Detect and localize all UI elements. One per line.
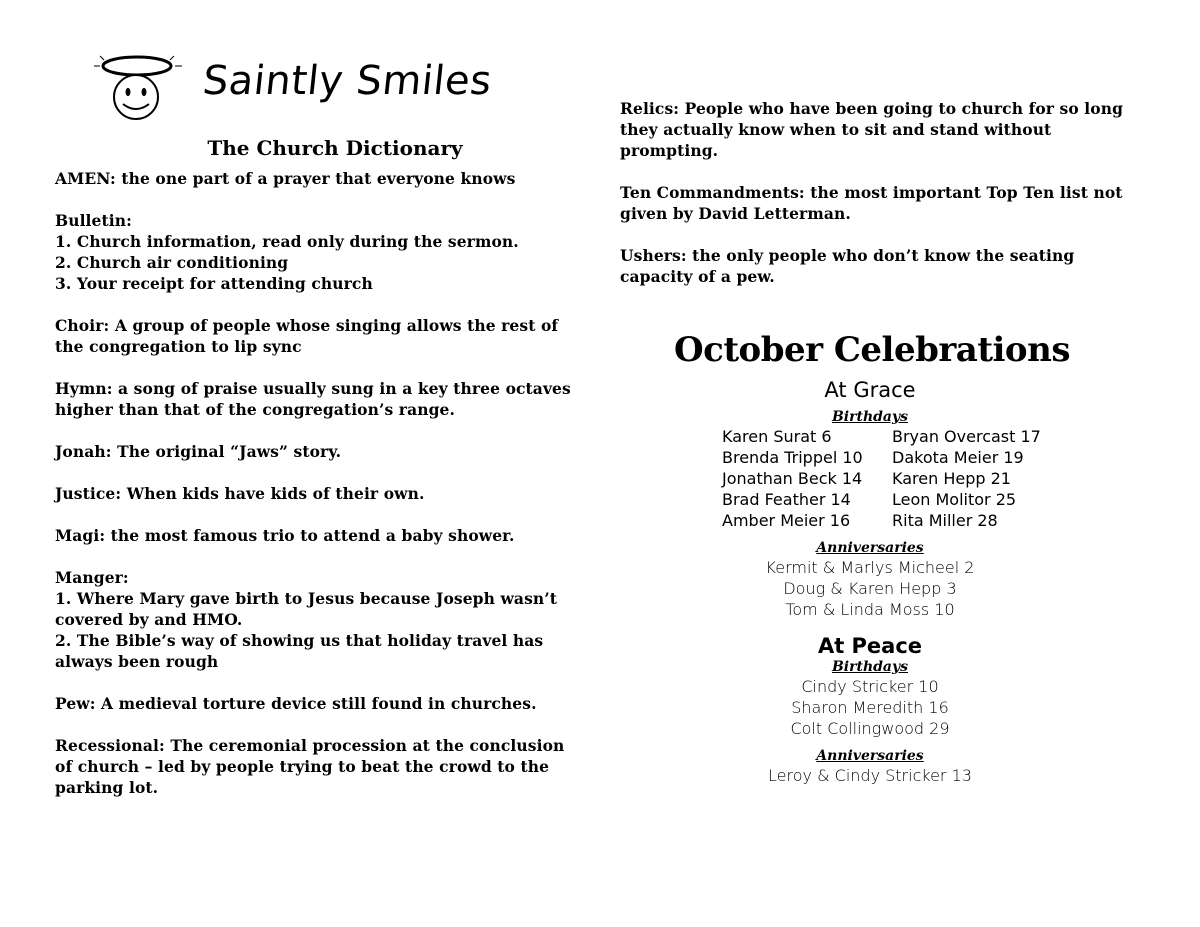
list-item: Jonathan Beck 14 (722, 469, 863, 488)
entry-text: Recessional: The ceremonial procession at the conclusion of church – led by people trying to beat the crowd to the parking lot. (55, 736, 565, 797)
left-column (55, 50, 575, 819)
peace-birthdays-list (620, 676, 1120, 739)
peace-birthdays-label: Birthdays (831, 659, 909, 675)
right-column-dictionary (620, 98, 1130, 308)
entry-text: 1. Church information, read only during the sermon. (55, 232, 519, 251)
peace-anniversaries-list (620, 765, 1120, 786)
entry-relics (620, 98, 1130, 161)
entry-magi (55, 525, 575, 546)
list-item: Brenda Trippel 10 (722, 448, 863, 467)
entry-pew (55, 693, 575, 714)
list-item: Bryan Overcast 17 (892, 427, 1041, 446)
grace-anniversaries-label: Anniversaries (816, 540, 924, 556)
list-item: Colt Collingwood 29 (790, 719, 950, 738)
entry-text: 3. Your receipt for attending church (55, 274, 373, 293)
entry-text: Bulletin: (55, 211, 132, 230)
entry-text: Pew: A medieval torture device still found in churches. (55, 694, 537, 713)
celebrations-title: October Celebrations (674, 330, 1070, 370)
entry-choir (55, 315, 575, 357)
entry-text: AMEN: the one part of a prayer that everyone knows (55, 169, 516, 188)
list-item: Doug & Karen Hepp 3 (783, 579, 957, 598)
dictionary-title: The Church Dictionary (207, 136, 463, 160)
entry-ten-commandments (620, 182, 1130, 224)
list-item: Amber Meier 16 (722, 511, 851, 530)
list-item: Rita Miller 28 (892, 511, 998, 530)
list-item: Sharon Meredith 16 (791, 698, 949, 717)
entry-ushers (620, 245, 1130, 287)
entry-manger (55, 567, 575, 672)
grace-anniversaries-list (620, 557, 1120, 620)
entry-bulletin (55, 210, 575, 294)
newsletter-header (55, 50, 575, 130)
entry-text: Hymn: a song of praise usually sung in a key three octaves higher than that of the congregation’s range. (55, 379, 571, 419)
peace-anniversaries-label: Anniversaries (816, 748, 924, 764)
entry-justice (55, 483, 575, 504)
list-item: Brad Feather 14 (722, 490, 851, 509)
grace-birthdays-list (722, 426, 1120, 531)
entry-text: Manger: (55, 568, 129, 587)
list-item: Tom & Linda Moss 10 (785, 600, 955, 619)
list-item: Cindy Stricker 10 (801, 677, 939, 696)
entry-text: Jonah: The original “Jaws” story. (55, 442, 342, 461)
list-item: Karen Hepp 21 (892, 469, 1011, 488)
entry-text: 1. Where Mary gave birth to Jesus because Joseph wasn’t covered by and HMO. (55, 589, 558, 629)
entry-hymn (55, 378, 575, 420)
entry-jonah (55, 441, 575, 462)
at-grace-heading: At Grace (824, 378, 916, 402)
entry-recessional (55, 735, 575, 798)
halo-smiley-icon (90, 52, 185, 127)
list-item: Kermit & Marlys Micheel 2 (765, 558, 975, 577)
list-item: Leroy & Cindy Stricker 13 (768, 766, 972, 785)
entry-text: Relics: People who have been going to church for so long they actually know when to sit and stand without prompting. (620, 99, 1124, 160)
list-item: Dakota Meier 19 (892, 448, 1024, 467)
entry-text: 2. Church air conditioning (55, 253, 289, 272)
entry-text: Ten Commandments: the most important Top Ten list not given by David Letterman. (620, 183, 1123, 223)
entry-text: 2. The Bible’s way of showing us that holiday travel has always been rough (55, 631, 544, 671)
entry-text: Justice: When kids have kids of their own. (55, 484, 425, 503)
entry-text: Choir: A group of people whose singing allows the rest of the congregation to lip sync (55, 316, 559, 356)
october-celebrations (620, 330, 1120, 786)
list-item: Leon Molitor 25 (892, 490, 1017, 509)
list-item: Karen Surat 6 (722, 427, 832, 446)
entry-text: Magi: the most famous trio to attend a baby shower. (55, 526, 515, 545)
at-peace-heading: At Peace (817, 634, 923, 658)
entry-amen (55, 168, 575, 189)
brand-title: Saintly Smiles (200, 58, 495, 104)
entry-text: Ushers: the only people who don’t know the seating capacity of a pew. (620, 246, 1075, 286)
grace-birthdays-label: Birthdays (831, 409, 909, 425)
